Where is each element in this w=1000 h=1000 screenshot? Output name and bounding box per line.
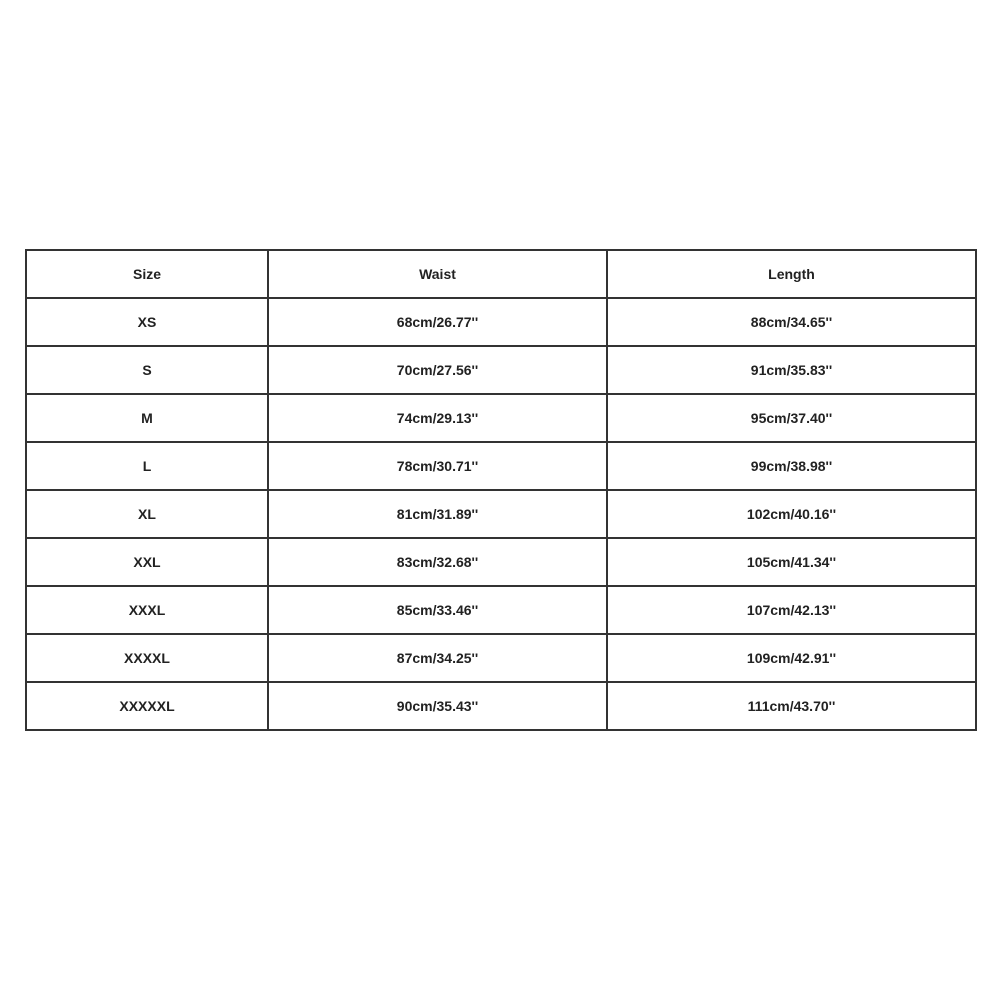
cell-waist: 83cm/32.68''	[268, 538, 607, 586]
header-length: Length	[607, 250, 976, 298]
header-size: Size	[26, 250, 268, 298]
table-row	[26, 538, 976, 586]
cell-waist: 81cm/31.89''	[268, 490, 607, 538]
cell-length: 95cm/37.40''	[607, 394, 976, 442]
cell-size: M	[26, 394, 268, 442]
cell-length: 99cm/38.98''	[607, 442, 976, 490]
cell-waist: 70cm/27.56''	[268, 346, 607, 394]
cell-waist: 85cm/33.46''	[268, 586, 607, 634]
cell-size: XL	[26, 490, 268, 538]
table-row	[26, 586, 976, 634]
cell-size: XS	[26, 298, 268, 346]
table-row	[26, 682, 976, 730]
cell-size: XXXXXL	[26, 682, 268, 730]
cell-waist: 90cm/35.43''	[268, 682, 607, 730]
table-row	[26, 394, 976, 442]
table-row	[26, 442, 976, 490]
cell-length: 88cm/34.65''	[607, 298, 976, 346]
table-row	[26, 634, 976, 682]
cell-waist: 68cm/26.77''	[268, 298, 607, 346]
table-row	[26, 490, 976, 538]
cell-size: S	[26, 346, 268, 394]
cell-size: XXXXL	[26, 634, 268, 682]
cell-length: 111cm/43.70''	[607, 682, 976, 730]
table-row	[26, 298, 976, 346]
cell-length: 109cm/42.91''	[607, 634, 976, 682]
cell-length: 105cm/41.34''	[607, 538, 976, 586]
cell-size: L	[26, 442, 268, 490]
cell-waist: 87cm/34.25''	[268, 634, 607, 682]
cell-size: XXXL	[26, 586, 268, 634]
header-row	[26, 250, 976, 298]
header-waist: Waist	[268, 250, 607, 298]
table-row	[26, 346, 976, 394]
size-chart-table	[25, 249, 977, 731]
cell-length: 107cm/42.13''	[607, 586, 976, 634]
cell-waist: 74cm/29.13''	[268, 394, 607, 442]
cell-length: 91cm/35.83''	[607, 346, 976, 394]
cell-length: 102cm/40.16''	[607, 490, 976, 538]
cell-size: XXL	[26, 538, 268, 586]
cell-waist: 78cm/30.71''	[268, 442, 607, 490]
